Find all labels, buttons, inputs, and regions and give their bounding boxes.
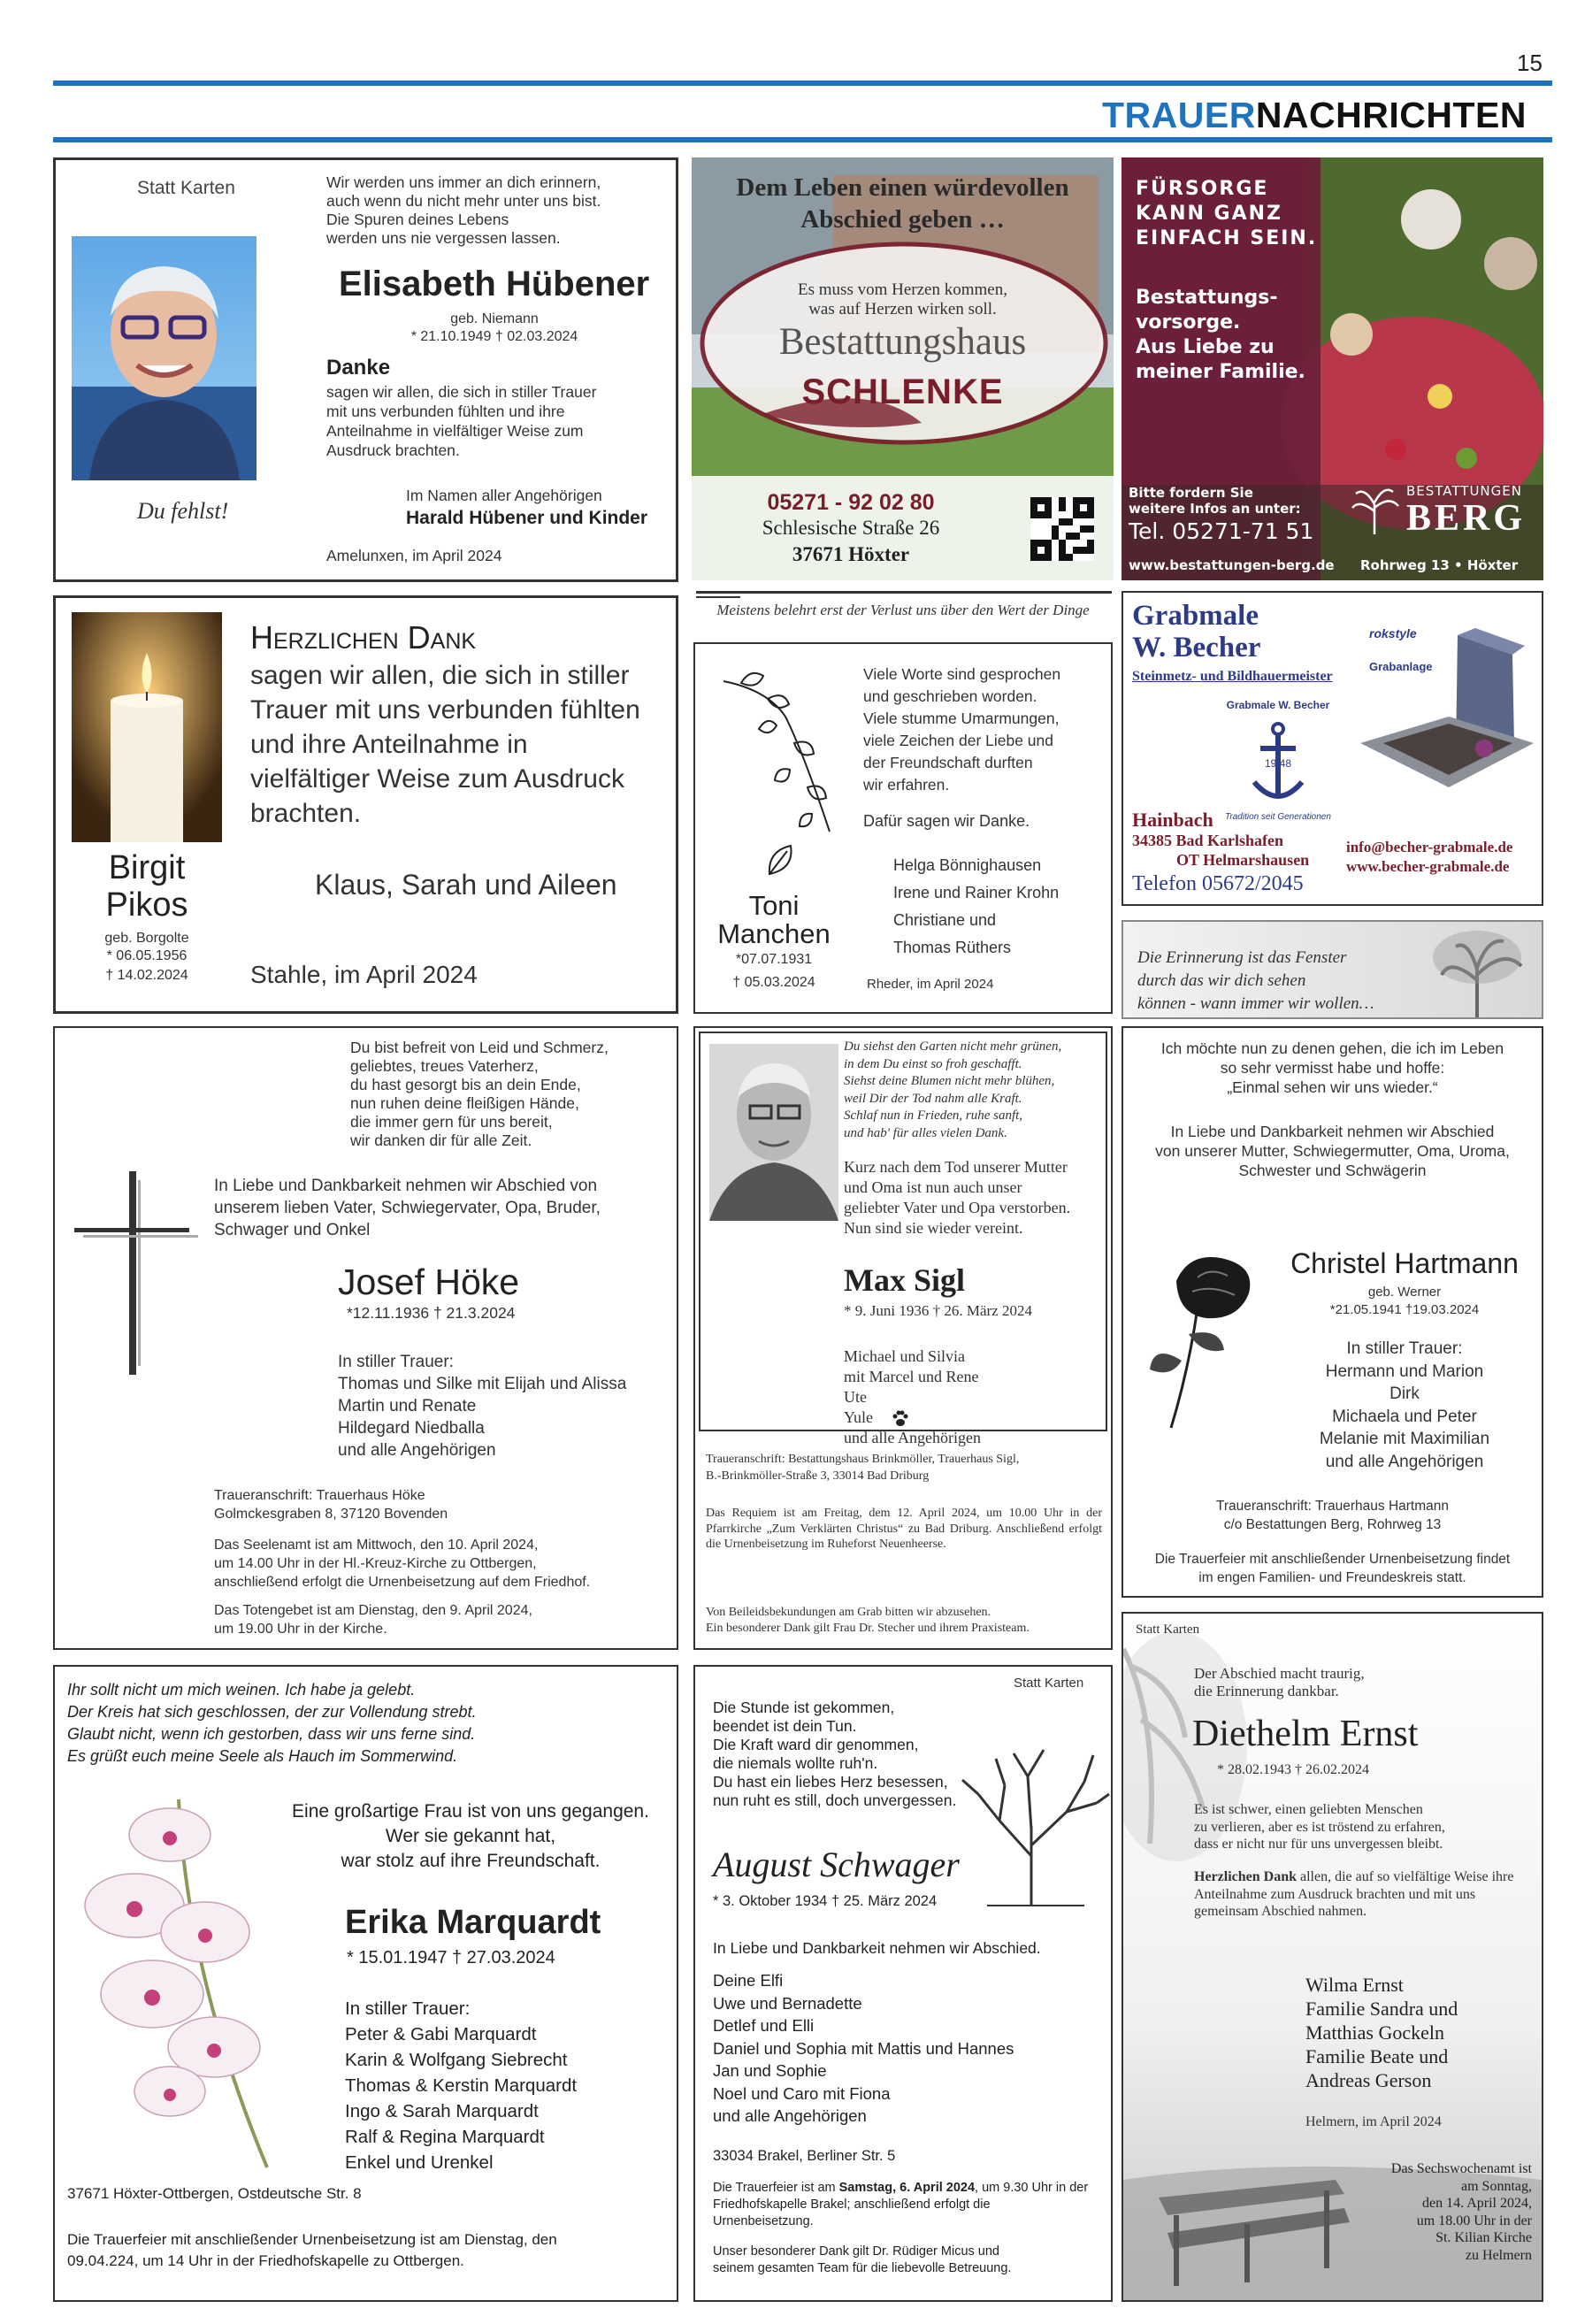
becher-place: Hainbach: [1132, 809, 1213, 831]
berg-headline: FÜRSORGE KANN GANZ EINFACH SEIN.: [1136, 178, 1318, 249]
candle-photo: [72, 612, 222, 842]
obituary-hoeke: [53, 1026, 678, 1650]
hartmann-address: Traueranschrift: Trauerhaus Hartmann c/o Bestattungen Berg, Rohrweg 13: [1215, 1499, 1450, 1532]
schwager-address: 33034 Brakel, Berliner Str. 5: [713, 2148, 896, 2164]
du-fehlst-signature: Du fehlst!: [137, 498, 229, 524]
pikos-geb: geb. Borgolte: [104, 931, 189, 946]
hartmann-name: Christel Hartmann: [1290, 1247, 1519, 1279]
ernst-text: Es ist schwer, einen geliebten Menschen zu verlieren, aber es ist tröstend zu erfahren, dass er nicht nur für uns unvergessen bleibt.: [1194, 1802, 1445, 1852]
pikos-place: Stahle, im April 2024: [250, 961, 478, 988]
becher-rokstyle-sub: Grabanlage: [1369, 660, 1433, 673]
schwager-service-pre: Die Trauerfeier ist am: [713, 2181, 839, 2195]
pikos-last: Pikos: [105, 886, 188, 924]
schlenke-tagline: Es muss vom Herzen kommen, was auf Herzen wirken soll.: [798, 280, 1007, 318]
berg-address: Rohrweg 13 • Höxter: [1360, 557, 1519, 573]
huebener-geb: geb. Niemann: [450, 311, 539, 326]
schwager-family: Deine Elfi Uwe und Bernadette Detlef und Elli Daniel und Sophia mit Mattis und Hannes Jan und Sophie Noel und Caro mit Fiona und alle Angehörigen: [713, 1971, 1014, 2125]
berg-sub: Bestattungs- vorsorge. Aus Liebe zu meiner Familie.: [1136, 287, 1305, 383]
huebener-danke-text: sagen wir allen, die sich in stiller Trauer mit uns verbunden fühlten und ihre Anteilnahme in vielfältiger Weise zum Ausdruck brachten.: [326, 383, 597, 459]
ernst-dank-text: allen, die auf so vielfältige Weise ihre Anteilnahme zum Ausdruck brachten und mit uns gemeinsam Abschied nahmen.: [1194, 1869, 1514, 1919]
hoeke-name: Josef Höke: [338, 1262, 520, 1302]
marquardt-dates: * 15.01.1947 † 27.03.2024: [347, 1948, 555, 1967]
hartmann-geb: geb. Werner: [1367, 1285, 1442, 1300]
ernst-dank: [1194, 1868, 1530, 1921]
branch-drawing: [715, 663, 847, 840]
header-rule-top: [53, 81, 1552, 86]
bare-tree-drawing: [952, 1741, 1111, 1909]
ernst-place: Helmern, im April 2024: [1305, 2114, 1442, 2129]
becher-addr2: OT Helmarshausen: [1176, 851, 1310, 869]
manchen-first: Toni: [748, 890, 800, 921]
huebener-dates: * 21.10.1949 † 02.03.2024: [410, 329, 578, 344]
schlenke-city: 37671 Höxter: [792, 543, 910, 565]
hoeke-prayer: Das Totengebet ist am Dienstag, den 9. April 2024, um 19.00 Uhr in der Kirche.: [214, 1603, 532, 1637]
pikos-heading: Herzlichen Dank: [250, 619, 477, 656]
huebener-name: Elisabeth Hübener: [339, 265, 650, 303]
statt-karten: Statt Karten: [137, 178, 235, 198]
fenster-quote-box: [1122, 920, 1543, 1019]
ernst-poem: Der Abschied macht traurig, die Erinnerung dankbar.: [1194, 1665, 1365, 1699]
schlenke-phone: 05271 - 92 02 80: [767, 490, 935, 515]
marquardt-name: Erika Marquardt: [345, 1904, 601, 1941]
qr-code-icon: [1030, 497, 1094, 561]
pikos-died: † 14.02.2024: [105, 968, 188, 983]
hartmann-family: In stiller Trauer: Hermann und Marion Dirk Michaela und Peter Melanie mit Maximilian und alle Angehörigen: [1319, 1339, 1490, 1471]
berg-phone: Tel. 05271-71 51: [1129, 518, 1314, 544]
sigl-name: Max Sigl: [844, 1262, 966, 1298]
obituary-ernst: [1122, 1612, 1543, 2302]
schwager-service-post: , um 9.30 Uhr in der Friedhofskapelle Brakel; anschließend erfolgt die Urnenbeisetzung.: [713, 2181, 1089, 2228]
ernst-name: Diethelm Ernst: [1192, 1714, 1419, 1754]
ernst-dates: * 28.02.1943 † 26.02.2024: [1217, 1762, 1369, 1777]
ernst-family: Wilma Ernst Familie Sandra und Matthias Gockeln Familie Beate und Andreas Gerson: [1305, 1974, 1458, 2091]
paw-icon: [892, 1410, 909, 1428]
hoeke-service: Das Seelenamt ist am Mittwoch, den 10. April 2024, um 14.00 Uhr in der Hl.-Kreuz-Kirche zu Ottbergen, anschließend erfolgt die Urnenbeisetzung auf dem Friedhof.: [214, 1538, 591, 1590]
manchen-thanks: Dafür sagen wir Danke.: [863, 812, 1030, 830]
sigl-notes: Von Beileidsbekundungen am Grab bitten wir abzusehen. Ein besonderer Dank gilt Frau Dr. Stecher und ihrem Praxisteam.: [706, 1606, 1030, 1635]
huebener-family: Harald Hübener und Kinder: [406, 508, 648, 528]
becher-rokstyle: rokstyle: [1369, 626, 1417, 640]
portrait-photo: [72, 236, 256, 480]
manchen-family: Helga Bönnighausen Irene und Rainer Krohn Christiane und Thomas Rüthers: [893, 856, 1060, 956]
sigl-service: Das Requiem ist am Freitag, dem 12. April 2024, um 10.00 Uhr in der Pfarrkirche „Zum Verklärten Christus“ zu Bad Driburg. Anschließend erfolgt die Urnenbeisetzung im Ruheforst Neuenheerse.: [706, 1507, 1102, 1551]
obituary-manchen: [693, 642, 1113, 1014]
schwager-statt-karten: Statt Karten: [1014, 1676, 1084, 1691]
tree-silhouette: [1389, 922, 1543, 1019]
huebener-place: Amelunxen, im April 2024: [326, 547, 502, 564]
fenster-text: Die Erinnerung ist das Fenster durch das wir dich sehen können - wann immer wir wollen…: [1137, 948, 1374, 1013]
hartmann-intro: In Liebe und Dankbarkeit nehmen wir Abschied von unserer Mutter, Schwiegermutter, Oma, Uroma, Schwester und Schwägerin: [1155, 1123, 1510, 1179]
schwager-service-date: Samstag, 6. April 2024: [838, 2181, 976, 2195]
schlenke-name1: Bestattungshaus: [778, 321, 1027, 363]
marquardt-service: Die Trauerfeier mit anschließender Urnenbeisetzung ist am Dienstag, den 09.04.224, um 14 Uhr in der Friedhofskapelle zu Ottbergen.: [67, 2231, 557, 2269]
ernst-statt-karten: Statt Karten: [1136, 1622, 1200, 1637]
schwager-poem: Die Stunde ist gekommen, beendet ist dein Tun. Die Kraft ward dir genommen, die niemals wollte ruh'n. Du hast ein liebes Herz besessen, nun ruht es still, doch unvergessen.: [713, 1699, 957, 1809]
hartmann-poem: Ich möchte nun zu denen gehen, die ich im Leben so sehr vermisst habe und hoffe: „Einmal sehen wir uns wieder.“: [1160, 1039, 1504, 1096]
ernst-dank-bold: Herzlichen Dank: [1194, 1869, 1297, 1884]
huebener-danke-title: Danke: [326, 356, 391, 380]
becher-addr1: 34385 Bad Karlshafen: [1132, 832, 1284, 849]
becher-title2: W. Becher: [1132, 632, 1261, 663]
becher-logo-text: Grabmale W. Becher: [1226, 699, 1330, 711]
manchen-died: † 05.03.2024: [732, 975, 815, 990]
pikos-first: Birgit: [108, 849, 186, 886]
huebener-im-namen: Im Namen aller Angehörigen: [406, 487, 602, 504]
leaf-icon: [764, 842, 796, 878]
hoeke-family: In stiller Trauer: Thomas und Silke mit Elijah und Alissa Martin und Renate Hildegard Niedballa und alle Angehörigen: [338, 1353, 627, 1460]
schlenke-name2: SCHLENKE: [801, 372, 1004, 411]
header-rule-bottom: [53, 137, 1552, 142]
sigl-text: Kurz nach dem Tod unserer Mutter und Oma ist nun auch unser geliebter Vater und Opa verstorben. Nun sind sie wieder vereint.: [844, 1158, 1071, 1237]
orchid-photo: [73, 1799, 302, 2171]
ernst-notice: Das Sechswochenamt ist am Sonntag, den 14. April 2024, um 18.00 Uhr in der St. Kilian Kirche zu Helmern: [1390, 2161, 1532, 2263]
header-part1: TRAUER: [1102, 95, 1256, 135]
marquardt-family: In stiller Trauer: Peter & Gabi Marquardt Karin & Wolfgang Siebrecht Thomas & Kerstin Marquardt Ingo & Sarah Marquardt Ralf & Regina Marquardt Enkel und Urenkel: [345, 1998, 578, 2173]
schlenke-street: Schlesische Straße 26: [762, 517, 940, 539]
obituary-hartmann: [1122, 1026, 1543, 1598]
manchen-place: Rheder, im April 2024: [867, 977, 994, 992]
sigl-family: Michael und Silvia mit Marcel und Rene Ute Yule und alle Angehörigen: [844, 1347, 981, 1446]
sigl-poem: Du siehst den Garten nicht mehr grünen, in dem Du einst so froh geschafft. Siehst deine Blumen nicht mehr blühen, weil Dir der Tod nahm alle Kraft. Schlaf nun in Frieden, ruhe sanft, und hab' für alles vielen Dank.: [844, 1039, 1062, 1140]
tree-logo-icon: [1347, 481, 1402, 536]
marquardt-address: 37671 Höxter-Ottbergen, Ostdeutsche Str. 8: [67, 2185, 362, 2202]
page-number: 15: [1517, 50, 1543, 76]
sigl-dates: * 9. Juni 1936 † 26. März 2024: [844, 1302, 1032, 1319]
becher-email: info@becher-grabmale.de: [1346, 839, 1513, 855]
marquardt-poem: Ihr sollt nicht um mich weinen. Ich habe ja gelebt. Der Kreis hat sich geschlossen, der zur Vollendung strebt. Glaubt nicht, wenn ich gestorben, dass wir uns ferne sind. Es grüßt euch meine Seele als Hauch im Sommerwind.: [67, 1681, 477, 1765]
manchen-text: Viele Worte sind gesprochen und geschrieben worden. Viele stumme Umarmungen, viele Zeichen der Liebe und der Freundschaft durften wir erfahren.: [863, 665, 1061, 794]
manchen-quote: Meistens belehrt erst der Verlust uns über den Wert der Dinge: [716, 602, 1090, 618]
becher-logo-years: 19 48: [1264, 757, 1292, 770]
hoeke-dates: *12.11.1936 † 21.3.2024: [347, 1304, 516, 1322]
schwager-dates: * 3. Oktober 1934 † 25. März 2024: [713, 1893, 938, 1909]
manchen-last: Manchen: [717, 918, 831, 949]
obituary-huebener: [53, 157, 678, 582]
obituary-pikos: [53, 595, 678, 1014]
berg-brand-small: BESTATTUNGEN: [1406, 483, 1522, 499]
cross-icon: [74, 1171, 198, 1375]
ad-bestattungen-berg: [1122, 157, 1543, 580]
obituary-schwager: [693, 1665, 1113, 2302]
huebener-poem: Wir werden uns immer an dich erinnern, auch wenn du nicht mehr unter uns bist. Die Spuren deines Lebens werden uns nie vergessen lassen.: [326, 173, 601, 247]
becher-title1: Grabmale: [1132, 600, 1259, 632]
schwager-intro: In Liebe und Dankbarkeit nehmen wir Abschied.: [713, 1939, 1041, 1957]
pikos-born: * 06.05.1956: [106, 948, 188, 963]
becher-sub: Steinmetz- und Bildhauermeister: [1132, 669, 1333, 684]
becher-web: www.becher-grabmale.de: [1346, 858, 1510, 875]
ad-grabmale-becher: [1122, 591, 1543, 906]
gravestone-photo: [1351, 619, 1539, 802]
schlenke-slogan: Dem Leben einen würdevollen Abschied geben …: [736, 173, 1069, 234]
marquardt-intro: Eine großartige Frau ist von uns gegangen. Wer sie gekannt hat, war stolz auf ihre Freundschaft.: [292, 1801, 649, 1871]
manchen-born: *07.07.1931: [735, 952, 813, 967]
schwager-service: [713, 2180, 1093, 2230]
schwager-name: August Schwager: [713, 1845, 960, 1884]
berg-brand: BERG: [1406, 498, 1527, 539]
rose-drawing: [1136, 1246, 1268, 1431]
hoeke-poem: Du bist befreit von Leid und Schmerz, geliebtes, treues Vaterherz, du hast gesorgt bis an dein Ende, nun ruhen deine fleißigen Hände, die immer gern für uns bereit, wir danken dir für alle Zeit.: [350, 1039, 609, 1149]
schwager-thanks: Unser besonderer Dank gilt Dr. Rüdiger Micus und seinem gesamten Team für die liebevolle Betreuung.: [713, 2244, 1012, 2275]
manchen-quote-rule: [696, 591, 1112, 594]
sigl-address: Traueranschrift: Bestattungshaus Brinkmöller, Trauerhaus Sigl, B.-Brinkmöller-Straße 3, 33014 Bad Driburg: [706, 1453, 1020, 1483]
header-part2: NACHRICHTEN: [1255, 95, 1527, 135]
hoeke-address: Traueranschrift: Trauerhaus Höke Golmckesgraben 8, 37120 Bovenden: [214, 1488, 448, 1522]
hartmann-notice: Die Trauerfeier mit anschließender Urnenbeisetzung findet im engen Familien- und Freundeskreis statt.: [1154, 1552, 1511, 1585]
hoeke-intro: In Liebe und Dankbarkeit nehmen wir Abschied von unserem lieben Vater, Schwiegervater, Opa, Bruder, Schwager und Onkel: [214, 1177, 601, 1239]
pikos-family: Klaus, Sarah und Aileen: [315, 869, 617, 901]
pikos-text: sagen wir allen, die sich in stiller Trauer mit uns verbunden fühlten und ihre Anteilnahme in vielfältiger Weise zum Ausdruck brachten.: [250, 661, 640, 828]
obituary-marquardt: [53, 1665, 678, 2302]
hartmann-dates: *21.05.1941 †19.03.2024: [1329, 1302, 1480, 1317]
sigl-portrait-photo: [709, 1044, 838, 1221]
becher-phone: Telefon 05672/2045: [1132, 872, 1304, 895]
ad-bestattungshaus-schlenke: [692, 157, 1114, 580]
obituary-sigl: [693, 1026, 1113, 1650]
manchen-quote-rule-left: [696, 596, 740, 598]
becher-logo-arc: Tradition seit Generationen: [1225, 812, 1331, 822]
berg-web: www.bestattungen-berg.de: [1129, 557, 1335, 573]
section-header: [1102, 95, 1527, 136]
berg-info: Bitte fordern Sie weitere Infos an unter:: [1129, 485, 1301, 517]
